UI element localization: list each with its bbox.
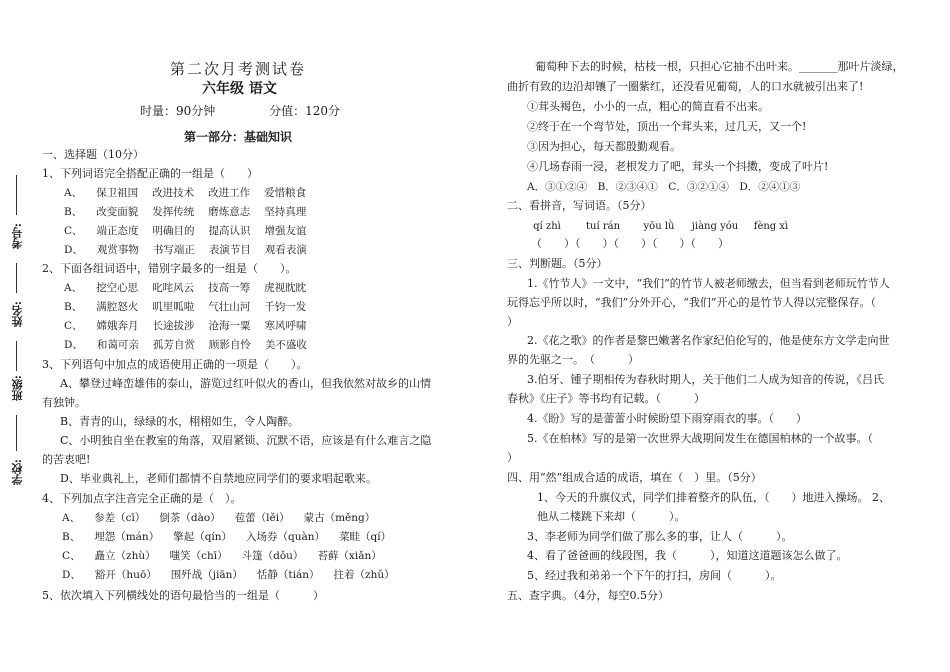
judge-2-line2: 界的先驱之一。 （ ）: [507, 353, 639, 366]
q4-option-b: B、 埋怨（mán） 擎起（qín） 入场券（quàn） 菜畦（qí）: [62, 531, 392, 543]
q3-option-b: B、青青的山，绿绿的水，栩栩如生，令人陶醉。: [60, 415, 300, 428]
xuexiao-label: 学校:: [11, 459, 24, 486]
sentence-1: ①茸头褐色，小小的一点，粗心的简直看不出来。: [527, 100, 769, 113]
section-5-heading: 五、查字典。（4分，每空0.5分）: [507, 589, 669, 602]
banji-label: 班级:: [11, 375, 24, 402]
q1-stem: 1、下列词语完全搭配正确的一组是（ ）: [42, 167, 258, 180]
q4-stem: 4、下列加点字注音完全正确的是（ ）。: [42, 492, 242, 505]
xingming-label: 姓名:: [11, 301, 24, 328]
sentence-4: ④几场春雨一浸，老根发力了吧，茸头一个抖擞，变成了叶片!: [527, 160, 829, 173]
part-heading: 第一部分：基础知识: [184, 130, 293, 144]
exam-title: 第二次月考测试卷: [170, 60, 307, 78]
exam-subtitle: 六年级 语文: [202, 81, 277, 97]
q3-option-c-line2: 的苦衷吧!: [42, 453, 91, 466]
xuexiao-line: [16, 415, 17, 451]
binding-strip: [6, 175, 30, 505]
section-1-heading: 一、选择题（10分）: [42, 148, 144, 161]
q1-option-a: A、 保卫祖国 改进技术 改进工作 爱惜粮食: [64, 187, 307, 199]
pinyin-1: qí zhì: [533, 221, 561, 232]
q2-option-a: A、 挖空心思 叱咤风云 技高一筹 虎视眈眈: [64, 282, 307, 294]
q2-option-b: B、 满腔怒火 叽里呱啦 气壮山河 千钧一发: [64, 301, 307, 313]
fill-1-line1: 1、今天的升旗仪式，同学们排着整齐的队伍，（ ）地进入操场。 2、: [537, 491, 890, 504]
q5-stem: 5、依次填入下列横线处的语句最恰当的一组是（ ）: [42, 589, 324, 602]
q2-stem: 2、下面各组词语中，错别字最多的一组是（ ）。: [42, 262, 297, 275]
passage-line1: 葡萄种下去的时候，枯枝一根，只担心它抽不出叶来。_______那叶片淡绿，: [535, 60, 904, 73]
judge-3-line1: 3.伯牙、锺子期相传为春秋时期人，关于他们二人成为知音的传说，《吕氏: [527, 373, 884, 386]
pinyin-4: jiàng yóu: [691, 221, 739, 232]
q4-option-d: D、 豁开（huō） 围歼战（jiān） 恬静（tián） 拄着（zhǔ）: [62, 569, 395, 581]
judge-3-line2: 春秋》《庄子》等书均有记载。（ ）: [507, 392, 705, 405]
pinyin-row: [519, 219, 799, 234]
judge-2-line1: 2.《花之歌》的作者是黎巴嫩著名作家纪伯伦写的，他是使东方文学走向世: [527, 334, 890, 347]
judge-5-line1: 5.《在柏林》写的是第一次世界大战期间发生在德国柏林的一个故事。（: [527, 432, 873, 445]
sentence-3: ③因为担心，每天都殷勤观看。: [527, 140, 681, 153]
pinyin-5: fèng xì: [753, 221, 789, 232]
kaohao-line: [16, 175, 17, 215]
pinyin-3: yōu lǜ: [643, 221, 675, 232]
q2-option-c: C、 嫦娥奔月 长途拔涉 沧海一粟 寒风呼啸: [64, 320, 307, 332]
pinyin-answer-blanks[interactable]: （ ）（ ）（ ）（ ）（ ）: [531, 237, 729, 250]
judge-1-line2: 玩得忘乎所以时，“我们”分外开心，“我们”开心的是竹节人得以完整保存。（: [507, 296, 876, 309]
q3-stem: 3、下列语句中加点的成语使用正确的一项是（ ）。: [42, 358, 308, 371]
q1-option-c: C、 端正态度 明确目的 提高认识 增强友谊: [64, 225, 307, 237]
q3-option-a-line1: A、攀登过峰峦雄伟的泰山，游览过红叶似火的香山，但我依然对故乡的山情: [60, 377, 431, 390]
q1-option-b: B、 改变面貌 发挥传统 磨炼意志 坚持真理: [64, 206, 307, 218]
fill-1-line2: 他从二楼跳下来却（ ）。: [537, 510, 686, 523]
judge-1-line1: 1.《竹节人》一文中，“我们”的竹节人被老师缴去，但当看到老师玩竹节人: [527, 277, 890, 290]
section-3-heading: 三、判断题。（5分）: [507, 257, 608, 270]
section-2-heading: 二、看拼音，写词语。（5分）: [507, 199, 652, 212]
q3-option-c-line1: C、小明独自坐在教室的角落，双眉紧锁、沉默不语，应该是有什么难言之隐: [60, 434, 432, 447]
kaohao-label: 考号:: [11, 223, 24, 250]
pinyin-2: tuí rán: [585, 221, 621, 232]
sentence-2: ②终于在一个弯节处，顶出一个茸头来，过几天，又一个!: [527, 120, 807, 133]
fill-3: 3、李老师为同学们做了那么多的事，让人（ ）。: [527, 530, 793, 543]
xingming-line: [16, 263, 17, 293]
order-choices: A．③①②④ B．②③④① C．③②①④ D．②④①③: [527, 181, 801, 193]
judge-5-line2: ）: [507, 451, 518, 464]
fill-5: 5、经过我和弟弟一个下午的打扫，房间（ ）。: [527, 569, 782, 582]
banji-line: [16, 341, 17, 371]
q2-option-d: D、 和蔼可亲 孤芳自赏 顾影自怜 美不盛收: [64, 339, 307, 351]
exam-meta: [140, 102, 390, 119]
exam-score: 分值：120分: [269, 104, 341, 118]
q4-option-a: A、 参差（cī） 倒茶（dào） 苞蕾（lěi） 蒙古（měng）: [62, 512, 376, 524]
fill-4: 4、看了爸爸画的线段图，我（ ），知道这道题该怎么做了。: [527, 549, 848, 562]
q3-option-a-line2: 有独钟。: [42, 396, 86, 409]
exam-time: 时量：90分钟: [140, 104, 216, 118]
judge-4: 4.《盼》写的是蕾蕾小时候盼望下雨穿雨衣的事。（ ）: [527, 412, 807, 425]
judge-1-line3: ）: [507, 315, 518, 328]
section-4-heading: 四、用“然”组成合适的成语，填在（ ）里。（5分）: [507, 471, 762, 484]
q4-option-c: C、 矗立（zhù） 嗤笑（chī） 斗篷（dǒu） 苔藓（xiǎn）: [62, 550, 382, 562]
q1-option-d: D、 观赏事物 书写端正 表演节目 观看表演: [64, 244, 307, 256]
passage-line2: 曲折有致的边沿却镶了一圈紫红，还没看见葡萄，人的口水就被引出来了!: [507, 80, 864, 93]
q3-option-d: D、毕业典礼上，老师们都情不自禁地应同学们的要求唱起歌来。: [60, 472, 377, 485]
